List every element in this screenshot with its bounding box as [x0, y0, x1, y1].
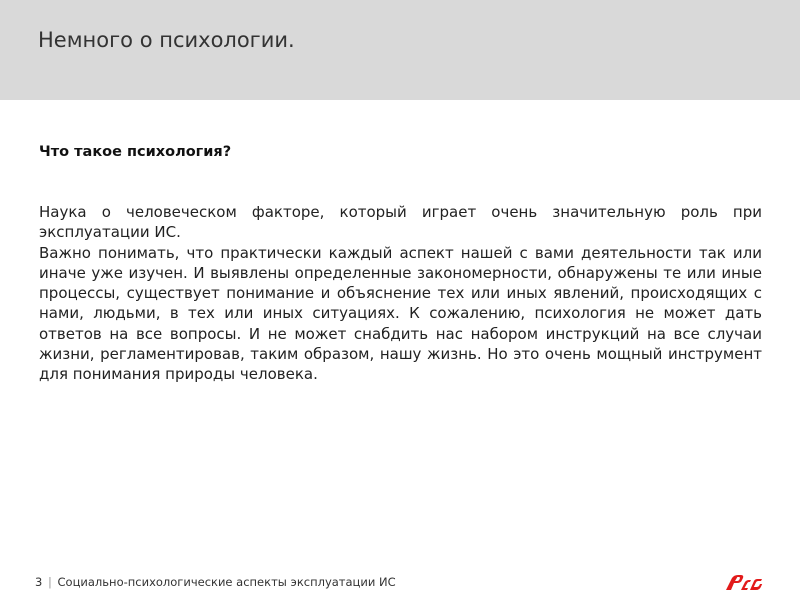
body-text	[39, 202, 762, 385]
paragraph-definition: Наука о человеческом факторе, который играет очень значительную роль при эксплуатации ИС.	[39, 203, 762, 242]
footer-caption: Социально-психологические аспекты эксплуатации ИС	[57, 575, 396, 589]
question-heading: Что такое психология?	[39, 144, 232, 160]
page-number: 3	[35, 575, 43, 589]
footer-separator: |	[47, 575, 52, 589]
rzd-logo	[724, 574, 764, 592]
slide-title: Немного о психологии.	[38, 28, 295, 52]
footer	[35, 575, 396, 589]
slide-content	[39, 142, 762, 385]
paragraph-explanation: Важно понимать, что практически каждый аспект нашей с вами деятельности так или иначе уже изучен. И выявлены определенные закономерности, обнаружены те или иные процессы, существует понимание и объяснение тех или иных явлений, происходящих с нами, людьми, в тех или иных ситуациях. К сожалению, психология не может дать ответов на все вопросы. И не может снабдить нас набором инструкций на все случаи жизни, регламентировав, таким образом, нашу жизнь. Но это очень мощный инструмент для понимания природы человека.	[39, 243, 762, 384]
